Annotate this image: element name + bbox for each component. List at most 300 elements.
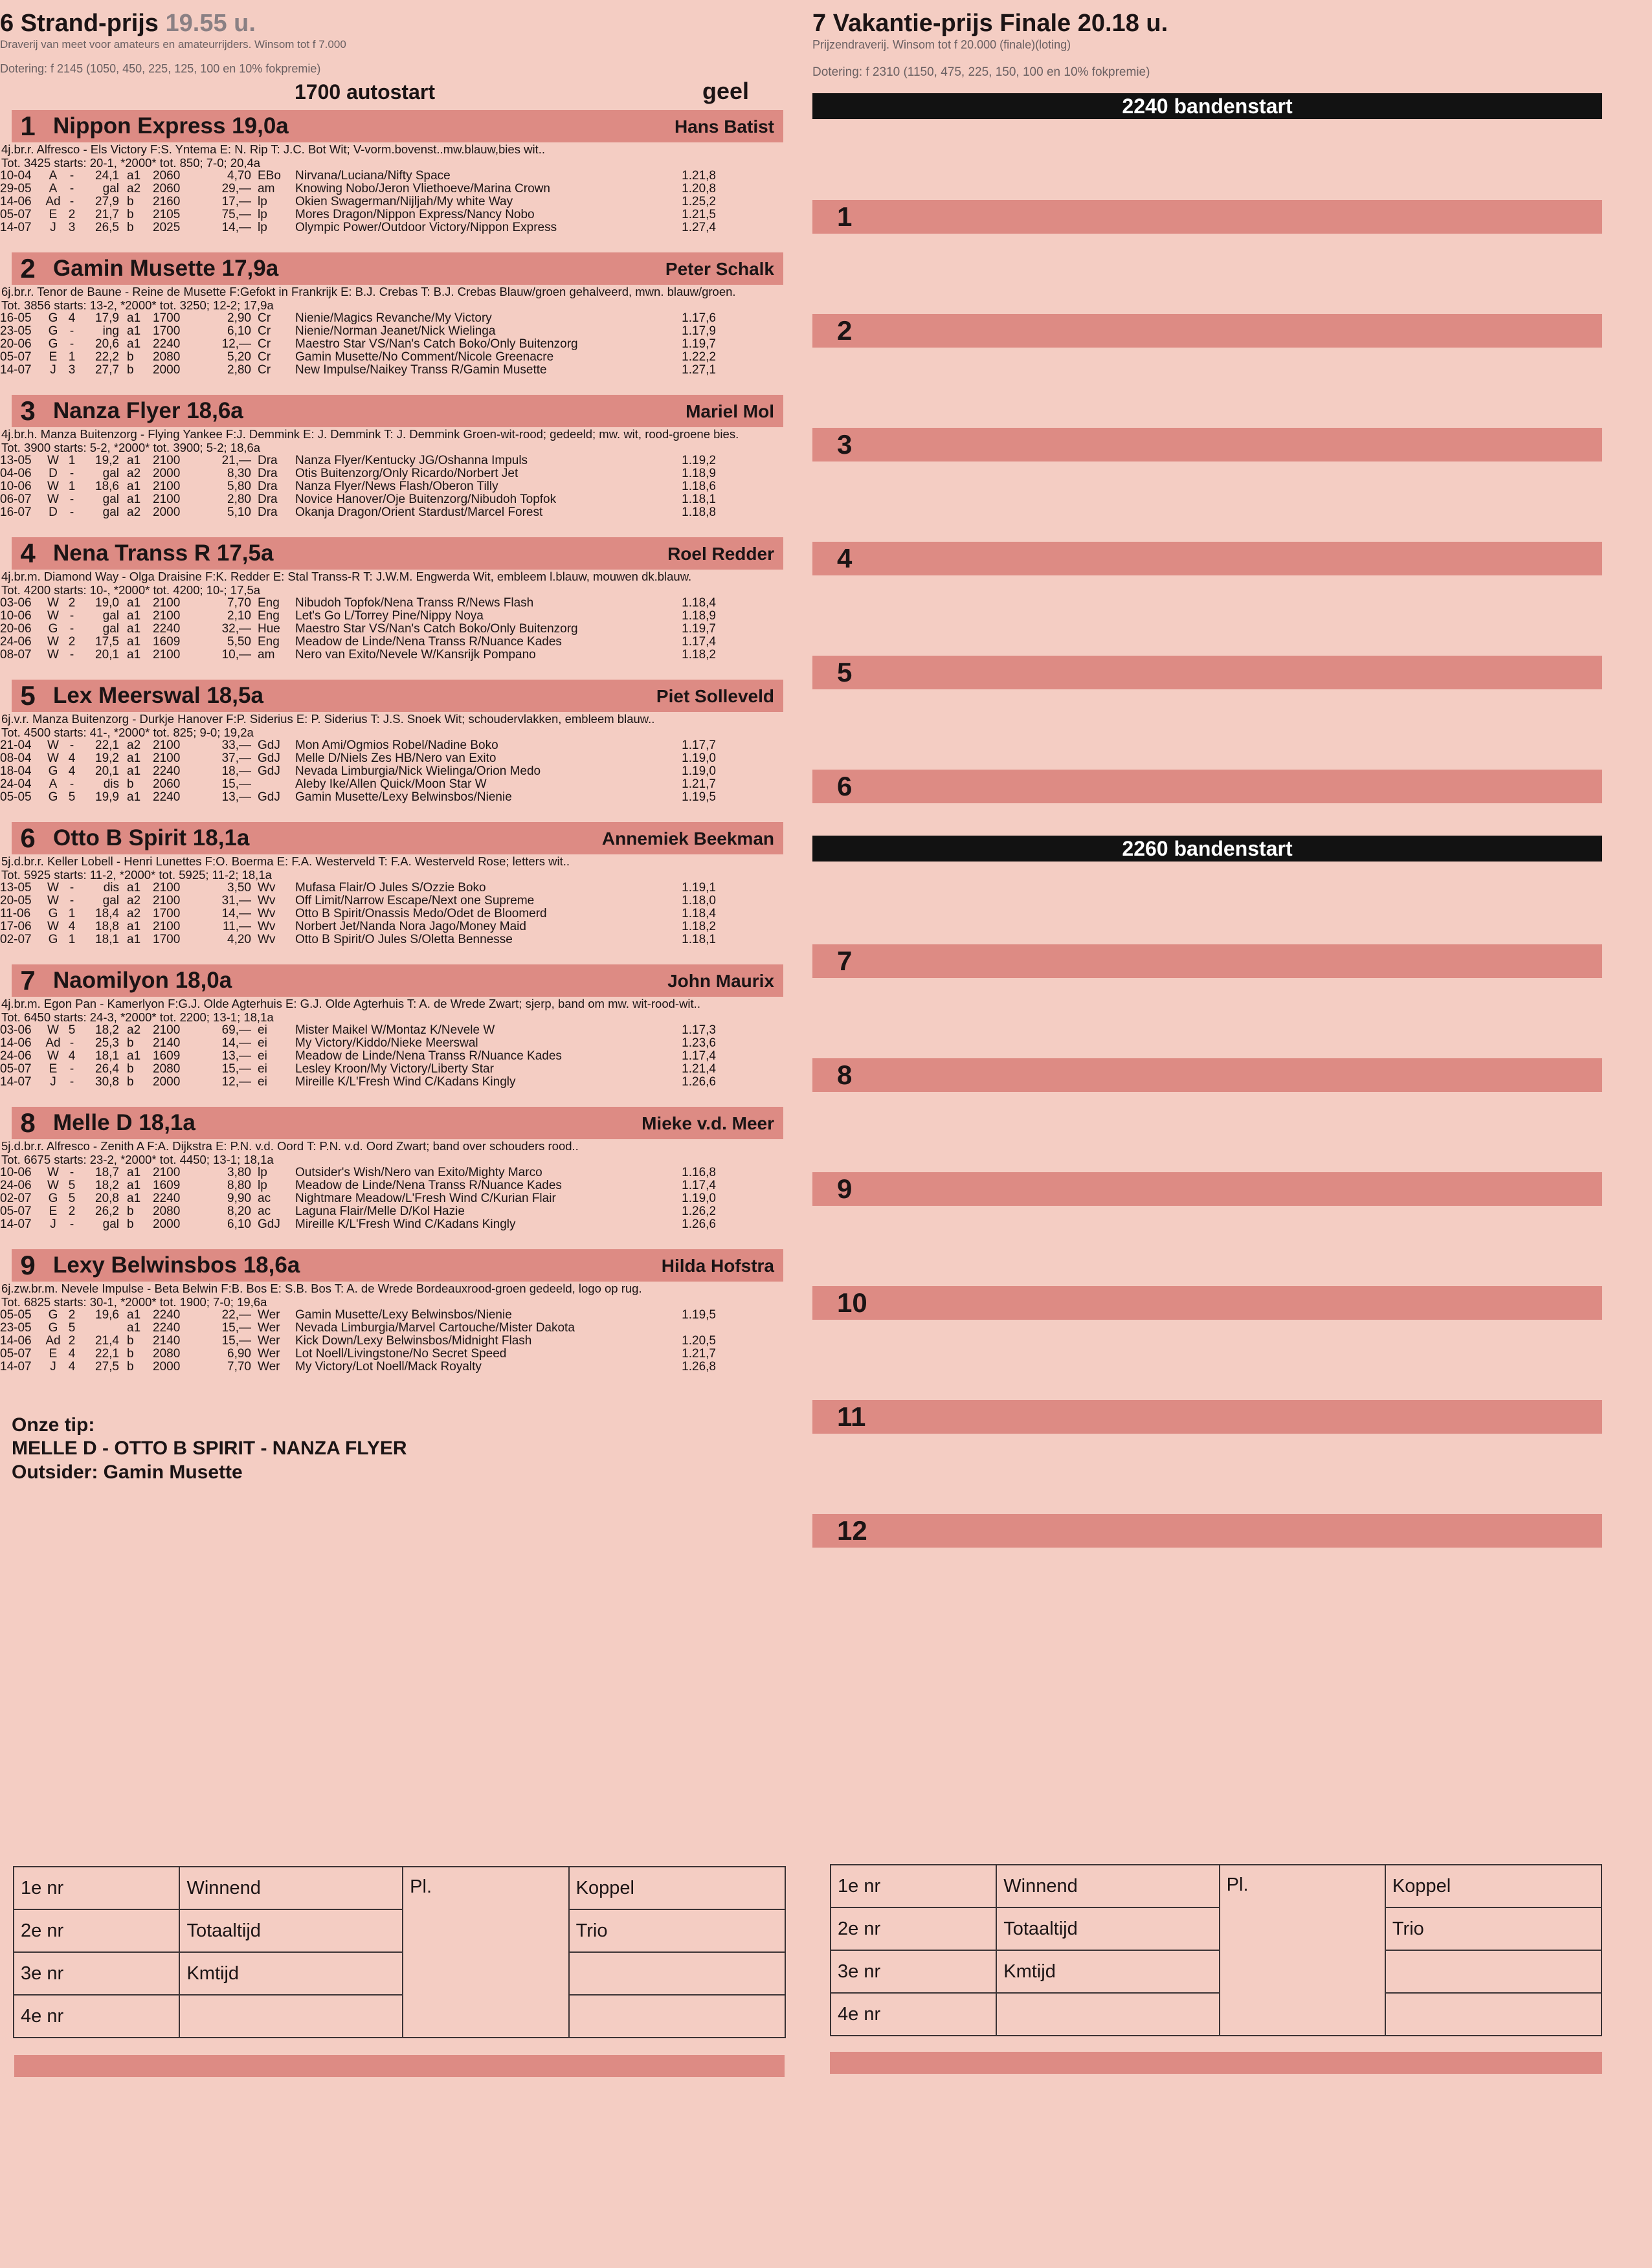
horse-entry xyxy=(0,1249,783,1373)
result-cell: a2 xyxy=(127,182,141,195)
result-cell: 20,8 xyxy=(95,1192,119,1205)
result-cell: G xyxy=(48,764,58,778)
result-cell: E xyxy=(49,1205,58,1218)
result-cell: Meadow de Linde/Nena Transs R/Nuance Kades xyxy=(295,1179,562,1192)
result-cell: am xyxy=(258,182,275,195)
form-combo[interactable] xyxy=(569,1952,785,1995)
horse-number: 5 xyxy=(20,680,36,711)
result-row xyxy=(0,1348,716,1361)
result-cell: 2060 xyxy=(153,777,181,791)
result-cell: 1.18,1 xyxy=(682,933,716,946)
result-cell: 2080 xyxy=(153,1347,181,1361)
result-cell: 2100 xyxy=(153,609,181,623)
result-cell: 26,4 xyxy=(95,1062,119,1076)
result-cell: ei xyxy=(258,1036,267,1050)
result-row xyxy=(0,1037,716,1050)
result-cell: 2100 xyxy=(153,493,181,506)
result-cell: Wv xyxy=(258,907,276,920)
result-cell: 22,— xyxy=(221,1308,251,1322)
horse-entry xyxy=(0,1107,783,1231)
result-cell: J xyxy=(50,1217,56,1231)
horse-info: 4j.br.m. Egon Pan - Kamerlyon F:G.J. Olde Agterhuis E: G.J. Olde Agterhuis T: A. de Wrede Zwart; sjerp, band om mw. wit-rood-wit.. xyxy=(1,997,700,1010)
result-cell: W xyxy=(47,480,59,493)
result-row xyxy=(0,221,716,234)
result-cell: 3 xyxy=(68,363,76,377)
result-cell: 03-06 xyxy=(0,596,32,610)
form-combo[interactable]: Trio xyxy=(569,1909,785,1952)
form-bet-type[interactable] xyxy=(179,1995,403,2038)
result-row xyxy=(0,778,716,791)
result-cell: 1609 xyxy=(153,635,181,649)
horse-totals: Tot. 4200 starts: 10-, *2000* tot. 4200; 10-; 17,5a xyxy=(1,583,261,597)
result-cell: a1 xyxy=(127,1192,141,1205)
result-cell: 1700 xyxy=(153,907,181,920)
result-cell: 69,— xyxy=(221,1023,251,1037)
horse-number: 4 xyxy=(20,538,36,568)
bottom-bar-right xyxy=(830,2052,1602,2074)
result-cell: 20,6 xyxy=(95,337,119,351)
form-combo[interactable] xyxy=(569,1995,785,2038)
result-cell: b xyxy=(127,221,134,234)
result-cell: W xyxy=(47,609,59,623)
result-cell: Wv xyxy=(258,894,276,907)
result-row xyxy=(0,907,716,920)
result-cell: 2240 xyxy=(153,764,181,778)
entry-row[interactable]: 5 xyxy=(812,656,1602,689)
result-cell: ac xyxy=(258,1205,271,1218)
entry-row[interactable]: 1 xyxy=(812,200,1602,234)
result-cell: Wv xyxy=(258,881,276,895)
race-6-time: 19.55 u. xyxy=(165,10,256,37)
result-row xyxy=(0,1309,716,1322)
result-cell: 8,30 xyxy=(227,467,251,480)
result-cell: Cr xyxy=(258,324,271,338)
horse-entry xyxy=(0,964,783,1089)
result-cell: 1609 xyxy=(153,1179,181,1192)
result-cell: a1 xyxy=(127,337,141,351)
result-cell: 14-07 xyxy=(0,1217,32,1231)
horse-header xyxy=(12,964,783,997)
result-cell: a1 xyxy=(127,751,141,765)
result-cell: a1 xyxy=(127,324,141,338)
form-combo[interactable]: Trio xyxy=(1385,1907,1602,1950)
entry-row[interactable]: 11 xyxy=(812,1400,1602,1434)
form-bet-type[interactable]: Kmtijd xyxy=(996,1950,1219,1993)
result-cell: 05-07 xyxy=(0,1347,32,1361)
result-cell: EBo xyxy=(258,169,281,183)
result-cell: Nienie/Norman Jeanet/Nick Wielinga xyxy=(295,324,496,338)
horse-driver: Hans Batist xyxy=(674,117,774,137)
result-cell: E xyxy=(49,1347,58,1361)
result-cell: 19,2 xyxy=(95,751,119,765)
entry-row[interactable]: 8 xyxy=(812,1058,1602,1092)
result-cell: - xyxy=(69,1217,74,1231)
result-cell: - xyxy=(69,881,74,895)
result-row xyxy=(0,312,716,325)
result-cell: 2 xyxy=(68,1205,76,1218)
result-cell: a1 xyxy=(127,1321,141,1335)
horse-header xyxy=(12,1107,783,1139)
result-cell: 1 xyxy=(68,350,76,364)
horse-driver: Peter Schalk xyxy=(665,259,774,279)
result-cell: Nanza Flyer/Kentucky JG/Oshanna Impuls xyxy=(295,454,528,467)
result-cell: 1 xyxy=(68,454,76,467)
result-cell: 1.18,0 xyxy=(682,894,716,907)
result-cell: - xyxy=(69,894,74,907)
result-cell: 14,— xyxy=(221,907,251,920)
result-cell: - xyxy=(69,195,74,208)
result-row xyxy=(0,649,716,662)
race-6-column xyxy=(0,0,783,1487)
result-cell: a1 xyxy=(127,1049,141,1063)
result-cell: 03-06 xyxy=(0,1023,32,1037)
start-header-2260: 2260 bandenstart xyxy=(812,836,1602,862)
result-cell: W xyxy=(47,920,59,933)
result-cell: 1.21,7 xyxy=(682,777,716,791)
result-cell: 14-07 xyxy=(0,363,32,377)
result-cell: a1 xyxy=(127,635,141,649)
form-bet-type[interactable]: Totaaltijd xyxy=(179,1909,403,1952)
result-cell: 14,— xyxy=(221,1036,251,1050)
horse-name: Nanza Flyer 18,6a xyxy=(53,398,243,423)
results-table xyxy=(0,739,716,804)
result-cell: 19,0 xyxy=(95,596,119,610)
result-cell: Wer xyxy=(258,1347,280,1361)
result-cell: 2 xyxy=(68,1334,76,1348)
result-cell: 2000 xyxy=(153,363,181,377)
form-row xyxy=(14,1909,785,1952)
result-cell: Okien Swagerman/Nijljah/My white Way xyxy=(295,195,513,208)
result-cell: G xyxy=(48,907,58,920)
result-cell: Maestro Star VS/Nan's Catch Boko/Only Buitenzorg xyxy=(295,337,578,351)
entry-row[interactable]: 9 xyxy=(812,1172,1602,1206)
result-cell: Eng xyxy=(258,596,280,610)
result-cell: 06-07 xyxy=(0,493,32,506)
form-combo[interactable]: Koppel xyxy=(1385,1865,1602,1907)
result-cell: 2000 xyxy=(153,1217,181,1231)
result-cell: - xyxy=(69,648,74,662)
result-cell: 20-05 xyxy=(0,894,32,907)
result-cell: G xyxy=(48,311,58,325)
result-cell: - xyxy=(69,324,74,338)
form-bet-type[interactable]: Totaaltijd xyxy=(996,1907,1219,1950)
result-cell: 10,— xyxy=(221,648,251,662)
result-cell: 2100 xyxy=(153,894,181,907)
result-cell: Aleby Ike/Allen Quick/Moon Star W xyxy=(295,777,487,791)
result-cell: 29-05 xyxy=(0,182,32,195)
result-cell: ei xyxy=(258,1023,267,1037)
result-cell: 2080 xyxy=(153,1205,181,1218)
result-cell xyxy=(258,778,295,791)
result-cell: 22,1 xyxy=(95,1347,119,1361)
result-cell: Nienie/Magics Revanche/My Victory xyxy=(295,311,492,325)
result-cell: 21,— xyxy=(221,454,251,467)
result-row xyxy=(0,1192,716,1205)
form-combo[interactable] xyxy=(1385,1950,1602,1993)
result-cell: 6,10 xyxy=(227,1217,251,1231)
horse-info: 4j.br.r. Alfresco - Els Victory F:S. Yntema E: N. Rip T: J.C. Bot Wit; V-vorm.bovenst..mw.blauw,bies wit.. xyxy=(1,142,545,156)
result-cell: Let's Go L/Torrey Pine/Nippy Noya xyxy=(295,609,484,623)
bet-form-left xyxy=(13,1866,786,2038)
result-cell: W xyxy=(47,739,59,752)
result-row xyxy=(0,739,716,752)
result-cell: a1 xyxy=(127,1308,141,1322)
result-cell: 2240 xyxy=(153,622,181,636)
result-cell: 20,1 xyxy=(95,764,119,778)
form-combo[interactable]: Koppel xyxy=(569,1867,785,1909)
result-cell: 5,20 xyxy=(227,350,251,364)
result-cell: W xyxy=(47,751,59,765)
form-bet-type[interactable]: Winnend xyxy=(179,1867,403,1909)
result-cell: gal xyxy=(102,493,119,506)
result-cell: 21,7 xyxy=(95,208,119,221)
result-cell: b xyxy=(127,1347,134,1361)
result-cell: W xyxy=(47,596,59,610)
result-cell: gal xyxy=(102,622,119,636)
entry-row[interactable]: 2 xyxy=(812,314,1602,348)
result-cell: 1.19,1 xyxy=(682,881,716,895)
result-cell: Nanza Flyer/News Flash/Oberon Tilly xyxy=(295,480,498,493)
result-cell: Wer xyxy=(258,1334,280,1348)
result-cell: 7,70 xyxy=(227,596,251,610)
result-cell: lp xyxy=(258,1166,267,1179)
entry-row[interactable]: 6 xyxy=(812,770,1602,803)
horse-info: 5j.d.br.r. Alfresco - Zenith A F:A. Dijkstra E: P.N. v.d. Oord T: P.N. v.d. Oord Zwart; band over schouders rood.. xyxy=(1,1139,579,1153)
form-bet-type[interactable]: Kmtijd xyxy=(179,1952,403,1995)
result-cell: 17,— xyxy=(221,195,251,208)
entry-row[interactable]: 7 xyxy=(812,944,1602,978)
result-cell: 37,— xyxy=(221,751,251,765)
form-position: 4e nr xyxy=(14,1995,179,2038)
result-cell: My Victory/Lot Noell/Mack Royalty xyxy=(295,1360,482,1373)
result-cell: 14-07 xyxy=(0,1075,32,1089)
result-cell: G xyxy=(48,324,58,338)
result-cell: 18,8 xyxy=(95,920,119,933)
result-cell: 14-06 xyxy=(0,1334,32,1348)
horse-name: Melle D 18,1a xyxy=(53,1110,195,1135)
result-cell: 1.21,4 xyxy=(682,1062,716,1076)
result-cell: 1.17,7 xyxy=(682,739,716,752)
tip-line: MELLE D - OTTO B SPIRIT - NANZA FLYER xyxy=(12,1438,407,1459)
result-cell: 10-06 xyxy=(0,609,32,623)
result-row xyxy=(0,1166,716,1179)
form-place[interactable]: Pl. xyxy=(1220,1865,1385,2036)
horse-header xyxy=(12,537,783,570)
form-row xyxy=(14,1995,785,2038)
result-cell: 2100 xyxy=(153,648,181,662)
result-cell: 1.18,8 xyxy=(682,506,716,519)
result-cell: 13,— xyxy=(221,1049,251,1063)
horse-name: Gamin Musette 17,9a xyxy=(53,256,279,281)
result-cell: 1700 xyxy=(153,933,181,946)
result-cell: 2080 xyxy=(153,1062,181,1076)
horse-entry xyxy=(0,395,783,519)
result-cell: 23-05 xyxy=(0,324,32,338)
horse-info: 5j.d.br.r. Keller Lobell - Henri Lunettes F:O. Boerma E: F.A. Westerveld T: F.A. Westerveld Rose; letters wit.. xyxy=(1,854,570,868)
result-cell: 18,6 xyxy=(95,480,119,493)
result-cell: GdJ xyxy=(258,790,280,804)
result-cell: 18,— xyxy=(221,764,251,778)
result-cell: - xyxy=(69,493,74,506)
result-cell: J xyxy=(50,1075,56,1089)
result-cell: gal xyxy=(102,467,119,480)
race-7-column xyxy=(812,0,1602,1548)
entry-rows-2260 xyxy=(812,944,1602,1548)
results-table xyxy=(0,882,716,946)
result-cell: Mireille K/L'Fresh Wind C/Kadans Kingly xyxy=(295,1217,516,1231)
form-place[interactable]: Pl. xyxy=(403,1867,568,2038)
result-cell: 1 xyxy=(68,907,76,920)
result-cell: Nibudoh Topfok/Nena Transs R/News Flash xyxy=(295,596,534,610)
horse-totals: Tot. 6450 starts: 24-3, *2000* tot. 2200; 13-1; 18,1a xyxy=(1,1010,274,1024)
result-cell: Novice Hanover/Oje Buitenzorg/Nibudoh Topfok xyxy=(295,493,557,506)
horse-header xyxy=(12,680,783,712)
result-cell: a1 xyxy=(127,454,141,467)
result-cell: 2,90 xyxy=(227,311,251,325)
result-row xyxy=(0,325,716,338)
result-cell: Gamin Musette/No Comment/Nicole Greenacre xyxy=(295,350,554,364)
result-cell: 1.19,5 xyxy=(682,790,716,804)
result-cell: a2 xyxy=(127,467,141,480)
result-cell: Otto B Spirit/O Jules S/Oletta Bennesse xyxy=(295,933,513,946)
result-cell: am xyxy=(258,648,275,662)
result-cell: - xyxy=(69,506,74,519)
result-cell: 1.17,4 xyxy=(682,635,716,649)
result-cell: My Victory/Kiddo/Nieke Meerswal xyxy=(295,1036,478,1050)
result-cell: 75,— xyxy=(221,208,251,221)
result-row xyxy=(0,1063,716,1076)
result-cell: W xyxy=(47,894,59,907)
result-cell: Mufasa Flair/O Jules S/Ozzie Boko xyxy=(295,881,486,895)
form-combo[interactable] xyxy=(1385,1993,1602,2036)
result-cell: Meadow de Linde/Nena Transs R/Nuance Kades xyxy=(295,1049,562,1063)
result-cell: D xyxy=(49,506,58,519)
result-cell: 2 xyxy=(68,1308,76,1322)
result-cell: 33,— xyxy=(221,739,251,752)
result-cell: E xyxy=(49,350,58,364)
result-cell: 3 xyxy=(68,221,76,234)
horse-number: 3 xyxy=(20,395,36,426)
result-cell: 14-06 xyxy=(0,1036,32,1050)
result-cell: 2000 xyxy=(153,1360,181,1373)
result-cell: Wv xyxy=(258,920,276,933)
result-cell: 9,90 xyxy=(227,1192,251,1205)
result-cell: 7,70 xyxy=(227,1360,251,1373)
result-cell: Dra xyxy=(258,493,278,506)
result-cell: 27,9 xyxy=(95,195,119,208)
result-cell: 2060 xyxy=(153,182,181,195)
result-cell: - xyxy=(69,622,74,636)
horse-header xyxy=(12,110,783,142)
form-bet-type[interactable] xyxy=(996,1993,1219,2036)
result-cell: 1.26,6 xyxy=(682,1075,716,1089)
horse-name: Nena Transs R 17,5a xyxy=(53,540,274,566)
our-tip xyxy=(0,1411,783,1487)
result-cell: W xyxy=(47,1049,59,1063)
form-position: 1e nr xyxy=(831,1865,996,1907)
result-cell: 11,— xyxy=(222,920,251,933)
result-cell: 8,80 xyxy=(227,1179,251,1192)
result-cell: Dra xyxy=(258,467,278,480)
results-table xyxy=(0,454,716,519)
result-cell: 1.26,6 xyxy=(682,1217,716,1231)
entry-row[interactable]: 4 xyxy=(812,542,1602,575)
result-cell: - xyxy=(69,609,74,623)
result-cell: 2,80 xyxy=(227,363,251,377)
result-row xyxy=(0,170,716,183)
result-cell: 2,80 xyxy=(227,493,251,506)
result-cell: 2240 xyxy=(153,790,181,804)
result-cell: G xyxy=(48,337,58,351)
results-table xyxy=(0,597,716,662)
result-cell: 1.16,8 xyxy=(682,1166,716,1179)
result-cell: 2240 xyxy=(153,1321,181,1335)
result-cell: - xyxy=(69,169,74,183)
result-cell: 1.17,9 xyxy=(682,324,716,338)
result-cell: a1 xyxy=(127,790,141,804)
result-cell: 29,— xyxy=(221,182,251,195)
horse-name: Lex Meerswal 18,5a xyxy=(53,683,263,708)
result-cell: 2140 xyxy=(153,1334,181,1348)
result-cell: Nero van Exito/Nevele W/Kansrijk Pompano xyxy=(295,648,536,662)
result-cell: 16-05 xyxy=(0,311,32,325)
result-row xyxy=(0,493,716,506)
result-cell: 2100 xyxy=(153,596,181,610)
race-6-label: 6 Strand-prijs xyxy=(0,10,159,37)
result-cell: 5,80 xyxy=(227,480,251,493)
entry-row[interactable]: 12 xyxy=(812,1514,1602,1548)
result-cell: 27,7 xyxy=(95,363,119,377)
result-row xyxy=(0,364,716,377)
horse-totals: Tot. 6825 starts: 30-1, *2000* tot. 1900; 7-0; 19,6a xyxy=(1,1295,267,1309)
result-cell: Lesley Kroon/My Victory/Liberty Star xyxy=(295,1062,494,1076)
result-cell: b xyxy=(127,1062,134,1076)
result-cell: 13-05 xyxy=(0,881,32,895)
result-cell: a2 xyxy=(127,506,141,519)
result-cell: 19,2 xyxy=(95,454,119,467)
horse-number: 1 xyxy=(20,111,36,141)
result-cell: 1700 xyxy=(153,311,181,325)
result-cell: 05-07 xyxy=(0,350,32,364)
result-cell: 6,10 xyxy=(227,324,251,338)
result-cell xyxy=(80,1322,127,1335)
result-cell: b xyxy=(127,1075,134,1089)
result-cell: lp xyxy=(258,221,267,234)
entry-row[interactable]: 3 xyxy=(812,428,1602,461)
result-cell: a1 xyxy=(127,881,141,895)
result-cell: 2100 xyxy=(153,751,181,765)
result-cell: 2000 xyxy=(153,506,181,519)
result-cell: a1 xyxy=(127,609,141,623)
entry-row[interactable]: 10 xyxy=(812,1286,1602,1320)
result-cell: 2140 xyxy=(153,1036,181,1050)
result-cell: 4 xyxy=(68,1347,76,1361)
horse-number: 7 xyxy=(20,965,36,995)
result-cell: G xyxy=(48,622,58,636)
result-row xyxy=(0,1361,716,1373)
result-cell: 15,— xyxy=(221,777,251,791)
result-row xyxy=(0,1024,716,1037)
result-cell: ac xyxy=(258,1192,271,1205)
result-cell: 1.18,1 xyxy=(682,493,716,506)
result-row xyxy=(0,1205,716,1218)
horse-header xyxy=(12,395,783,427)
form-bet-type[interactable]: Winnend xyxy=(996,1865,1219,1907)
result-row xyxy=(0,610,716,623)
result-cell: - xyxy=(69,1166,74,1179)
result-cell: GdJ xyxy=(258,739,280,752)
result-cell: 13,— xyxy=(221,790,251,804)
